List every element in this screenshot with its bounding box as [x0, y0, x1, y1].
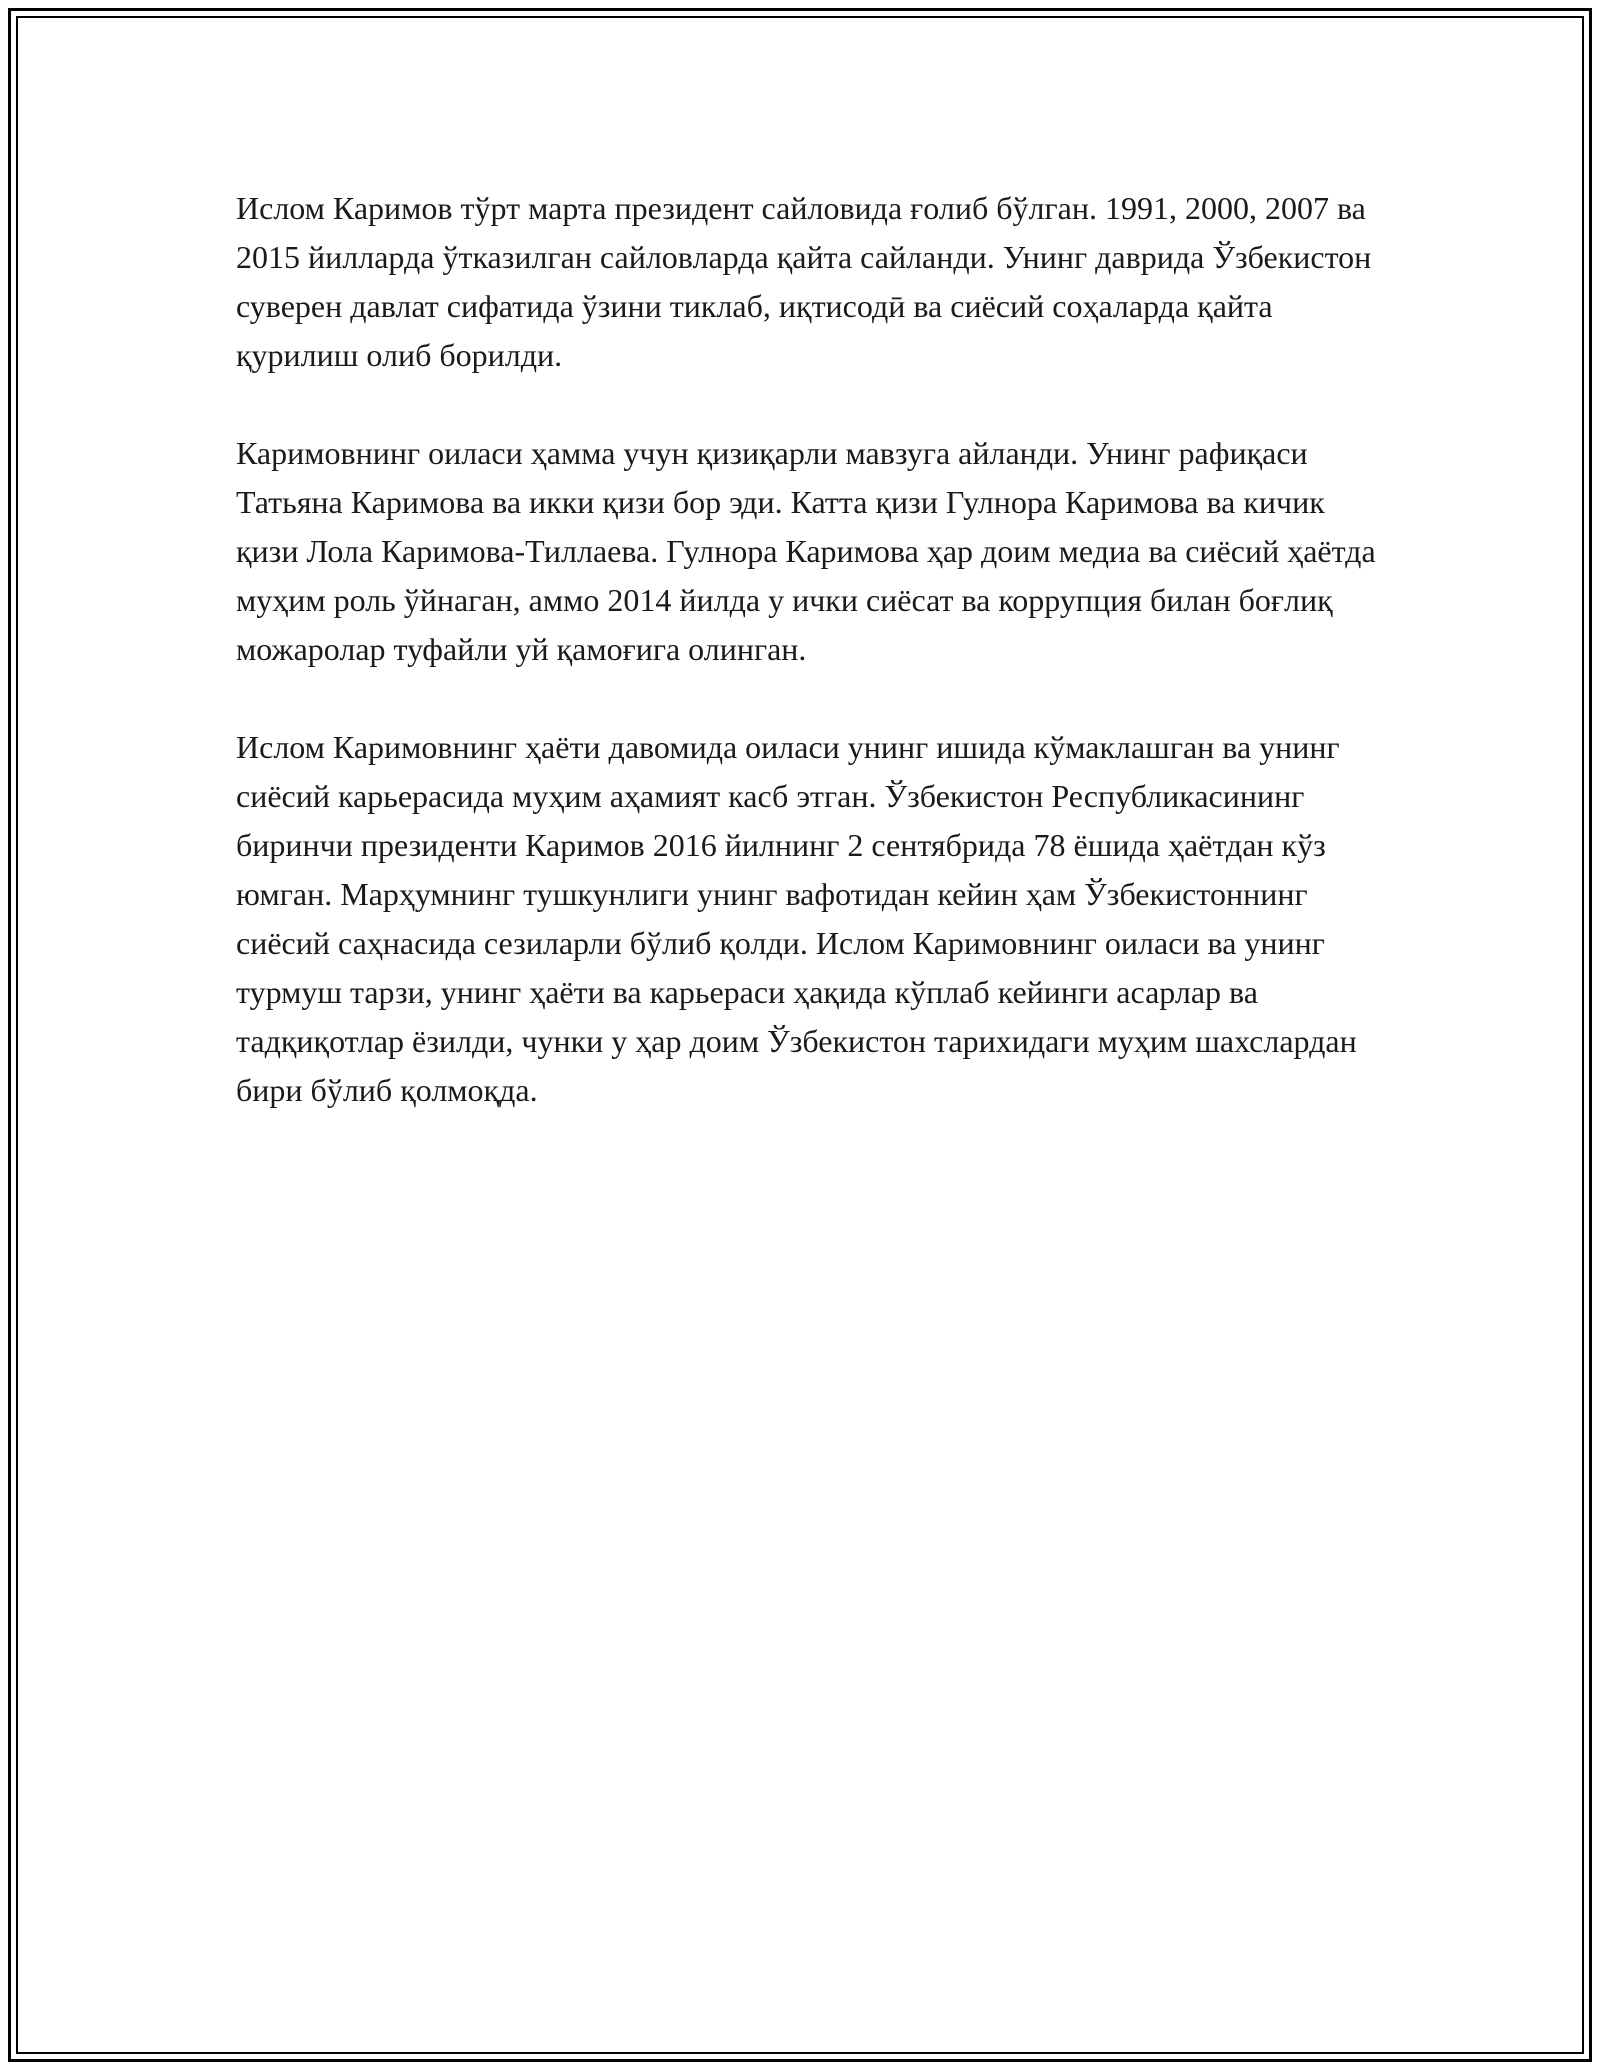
paragraph-family: Каримовнинг оиласи ҳамма учун қизиқарли мавзуга айланди. Унинг рафиқаси Татьяна Каримова ва икки қизи бор эди. Катта қизи Гулнора Каримова ва кичик қизи Лола Каримова-Тиллаева. Гулнора Каримова ҳар доим медиа ва сиёсий ҳаётда муҳим роль ўйнаган, аммо 2014 йилда у ички сиёсат ва коррупция билан боғлиқ можаролар туфайли уй қамоғига олинган.	[236, 435, 1376, 667]
paragraph-elections: Ислом Каримов тўрт марта президент сайловида ғолиб бўлган. 1991, 2000, 2007 ва 2015 йилларда ўтказилган сайловларда қайта сайланди. Унинг даврида Ўзбекистон суверен давлат сифатида ўзини тиклаб, иқтисодӣ ва сиёсий соҳаларда қайта қурилиш олиб борилди.	[236, 190, 1372, 373]
document-body	[236, 184, 1376, 1164]
paragraph-legacy: Ислом Каримовнинг ҳаёти давомида оиласи унинг ишида кўмаклашган ва унинг сиёсий карьерасида муҳим аҳамият касб этган. Ўзбекистон Республикасининг биринчи президенти Каримов 2016 йилнинг 2 сентябрида 78 ёшида ҳаётдан кўз юмган. Марҳумнинг тушкунлиги унинг вафотидан кейин ҳам Ўзбекистоннинг сиёсий саҳнасида сезиларли бўлиб қолди. Ислом Каримовнинг оиласи ва унинг турмуш тарзи, унинг ҳаёти ва карьераси ҳақида кўплаб кейинги асарлар ва тадқиқотлар ёзилди, чунки у ҳар доим Ўзбекистон тарихидаги муҳим шахслардан бири бўлиб қолмоқда.	[236, 729, 1357, 1108]
